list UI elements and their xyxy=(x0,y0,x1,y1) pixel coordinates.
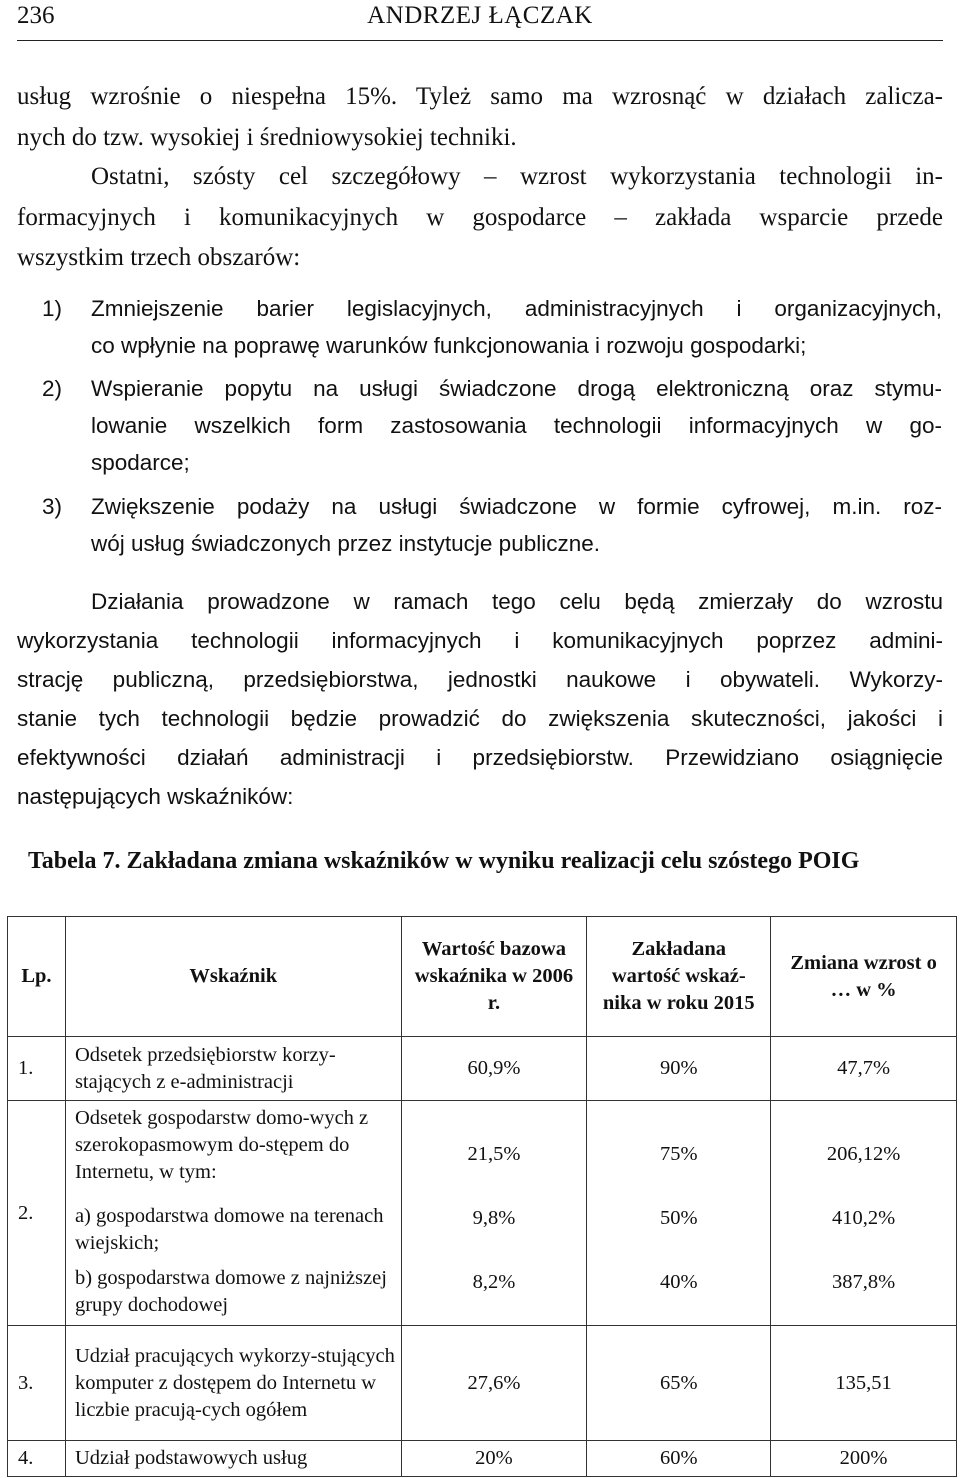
paragraph-2: Ostatni, szósty cel szczegółowy – wzrost wykorzystania technologii in- formacyjnych i komunikacyjnych w gospodarce – zakłada wsparcie przede wszystkim trzech obszarów: xyxy=(17,163,943,271)
header-change: Zmiana wzrost o … w % xyxy=(771,917,957,1037)
table-row: 4. Udział podstawowych usług 20% 60% 200% xyxy=(8,1441,957,1477)
header-lp: Lp. xyxy=(8,917,66,1037)
page-header xyxy=(17,0,943,41)
table-row: 2. Odsetek gospodarstw domo-wych z szerokopasmowym do-stępem do Internetu, w tym: a) gospodarstwa domowe na terenach wiejskich; b) gospodarstwa domowe z najniższej grupy dochodowej 21,5% 9,8% 8,2% 75% 50% 40% 206,12% 410,2% 387,8% xyxy=(8,1101,957,1326)
header-indicator: Wskaźnik xyxy=(65,917,401,1037)
table-row: 1. Odsetek przedsiębiorstw korzy-stających z e-administracji 60,9% 90% 47,7% xyxy=(8,1037,957,1101)
table-caption: Tabela 7. Zakładana zmiana wskaźników w wyniku realizacji celu szóstego POIG xyxy=(28,848,860,874)
paragraph-1: usług wzrośnie o niespełna 15%. Tyleż samo ma wzrosnąć w działach zalicza- nych do tzw. wysokiej i średniowysokiej techniki. xyxy=(17,83,943,151)
table-header-row xyxy=(8,917,957,1037)
header-target-value: Zakładana wartość wskaź-nika w roku 2015 xyxy=(587,917,771,1037)
table-row: 3. Udział pracujących wykorzy-stujących komputer z dostępem do Internetu w liczbie pracują-cych ogółem 27,6% 65% 135,51 xyxy=(8,1326,957,1441)
indicators-table xyxy=(7,916,957,1477)
running-head-author: ANDRZEJ ŁĄCZAK xyxy=(367,2,593,29)
paragraph-3: Działania prowadzone w ramach tego celu będą zmierzały do wzrostu wykorzystania technologii informacyjnych i komunikacyjnych poprzez admini- strację publiczną, przedsiębiorstwa, jednostki naukowe i obywateli. Wykorzy- stanie tych technologii będzie prowadzić do zwiększenia skuteczności, jakości i efektywności działań administracji i przedsiębiorstw. Przewidziano osiągnięcie następujących wskaźników: xyxy=(17,589,943,809)
page-number: 236 xyxy=(17,2,55,29)
header-base-value: Wartość bazowa wskaźnika w 2006 r. xyxy=(401,917,587,1037)
